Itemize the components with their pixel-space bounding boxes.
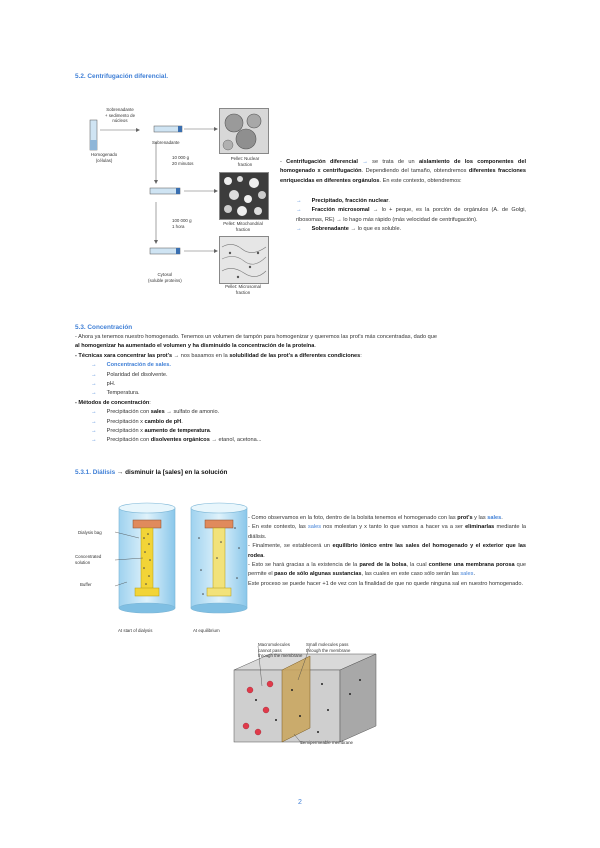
paragraph: - Esto se hará gracias a la existencia de la pared de la bolsa, la cual contiene una membrana porosa que permite el paso de sólo algunas sustancias, las cuales en este caso sólo serán las sales. [248,562,526,578]
label-concentrated: Concentrated solution [75,554,102,565]
em-image-microsomal [219,236,269,284]
em-caption-3: Pellet: Microsomal fraction [225,284,261,295]
arrow-icon: → [91,418,97,425]
paragraph: al homogenizar ha aumentado el volumen y ha disminuido la concentración de la proteína. [75,343,316,350]
paragraph: - Ahora ya tenemos nuestro homogenado. Tenemos un volumen de tampón para homogenizar y queremos las prot's más concentradas, dado que [75,334,437,340]
list-item: → Precipitación x cambio de pH. [91,418,183,425]
dialysis-bag [141,528,153,590]
list-item: → Concentración de sales. [91,362,171,369]
em-caption-2: Pellet: Mitochondrial fraction [223,221,263,232]
section-5-2-title: 5.2. Centrifugación diferencial. [75,73,169,80]
paragraph: - En este contexto, las sales nos molestan y x tanto lo que vamos a hacer va a ser eliminarlas mediante la diálisis. [248,524,526,540]
section-5-3-body [75,333,527,446]
paragraph: - Técnicas xara concentrar las prot's → nos basamos en la solubilidad de las prot's a diferentes condiciones: [75,352,362,359]
arrow-icon: → [91,390,97,397]
paragraph: Este proceso se puede hacer +1 de vez con la finalidad de que no quede ninguna sal en nuestro homogenado. [248,580,524,587]
section-5-2-list [296,197,526,235]
em-image-mitochondrial [219,172,269,220]
section-5-3-1-body [248,514,526,589]
label-cytosol: Cytosol (soluble proteins) [148,272,182,283]
arrow-icon: → [91,409,97,416]
label-dialysis-bag: Dialysis bag [78,530,102,535]
section-5-3-1-title: 5.3.1. Diálisis → disminuir la [sales] en la solución [75,469,228,476]
arrow-icon: → [91,428,97,435]
dialysis-figure [115,498,255,626]
list-item: → pH. [91,381,116,388]
arrow-icon: → [296,198,302,204]
paragraph: - Como observamos en la foto, dentro de la bolsita tenemos el homogenado con las prot's y las sales. [248,515,503,521]
label-start: At start of dialysis [118,628,153,633]
tube-1 [154,126,182,132]
label-small-molecules: Small molecules pass through the membrane [306,642,351,653]
label-buffer: Buffer [80,582,92,587]
label-semipermeable: Semipermeable membrane [300,740,353,745]
label-equilibrium: At equilibrium [193,628,220,633]
list-item: → Polaridad del disolvente. [91,371,168,378]
tube-2 [150,188,180,194]
list-item: → Precipitado, fracción nuclear. [296,198,390,204]
em-caption-1: Pellet: Nuclear fraction [230,156,260,167]
page-number: 2 [298,799,302,806]
arrow-icon: → [296,226,302,233]
list-item: → Precipitación con disolventes orgánicos → etanol, acetona... [91,437,262,444]
list-item: → Fracción microsomal → lo + peque, es la porción de orgánulos (A. de Golgi, ribosomas, RE) → lo hago más rápido (más velocidad de centrifugación). [296,207,526,223]
tube-3 [150,248,180,254]
paragraph: - Finalmente, se establecerá un equilibrio iónico entre las sales del homogenado y el exterior que las rodea. [248,543,526,559]
label-supernatant-top: Sobrenadante + sedimento de núcleos [104,107,136,124]
semipermeable-membrane [282,656,310,742]
em-image-nuclear [219,108,269,154]
section-5-2-paragraph: - Centrifugación diferencial → se trata de un aislamiento de los componentes del homogenado x centrifugación. Dependiendo del tamaño, obtendremos diferentes fracciones enriquecidas en diferentes orgánulos. En este contexto, obtendremos: [280,159,526,184]
list-item: → Temperatura. [91,390,140,397]
membrane-figure [230,640,380,752]
list-item: → Precipitación x aumento de temperatura. [91,428,212,435]
section-5-3-title: 5.3. Concentración [75,324,133,331]
arrow-icon: → [296,207,302,214]
term-centrifugacion: Centrifugación diferencial [286,159,358,165]
arrow-icon: → [91,362,97,369]
label-sobrenadante: Sobrenadante [152,140,180,145]
label-homogenate: Homogenado (células) [90,152,118,163]
label-speed-2: 100 000 g 1 hora [172,218,192,229]
arrow-icon: → [91,437,97,444]
list-item: → Sobrenadante → lo que es soluble. [296,226,402,233]
paragraph: - Métodos de concentración: [75,399,151,406]
label-macromolecules: Macromolecules cannot pass through the membrane [258,642,303,659]
arrow-icon: → [91,371,97,378]
arrow-icon: → [91,381,97,388]
list-item: → Precipitación con sales → sulfato de amonio. [91,409,220,416]
label-speed-1: 10 000 g 20 minutos [172,155,194,166]
